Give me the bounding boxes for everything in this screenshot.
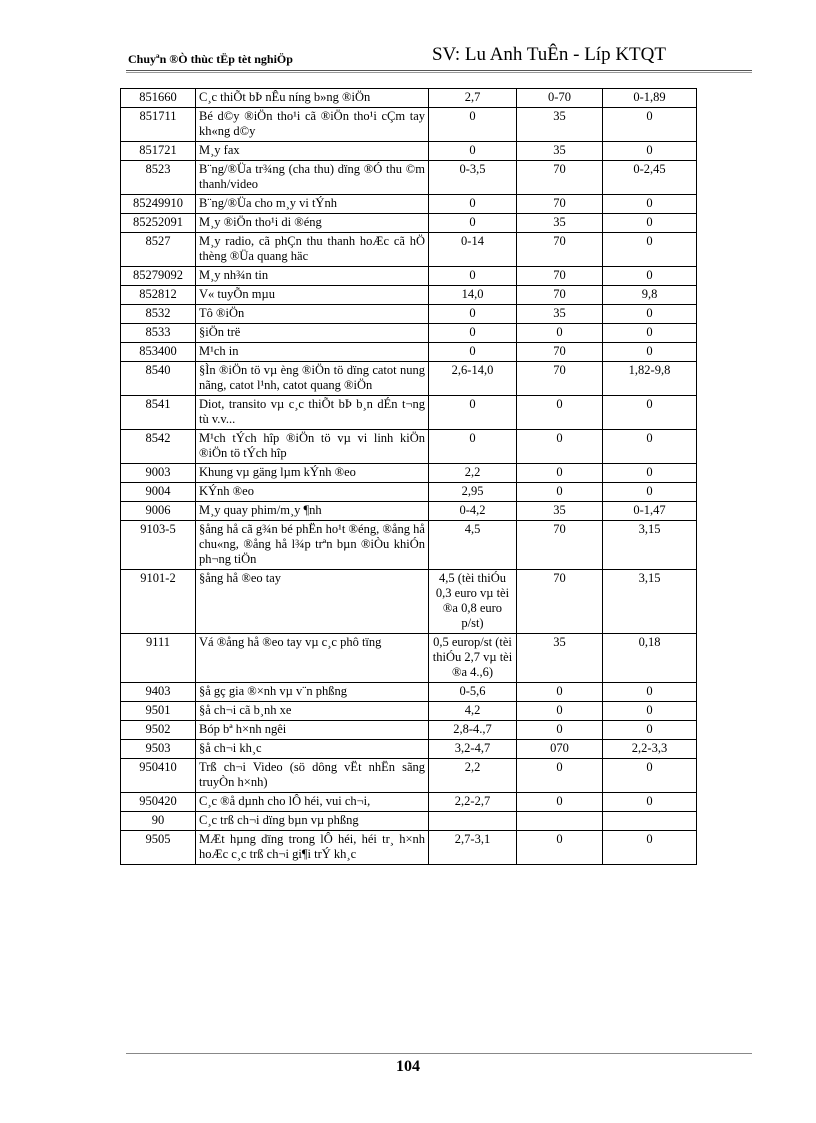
reduction-rate-cell: 0 <box>517 430 603 464</box>
product-description-cell: C¸c thiÕt bÞ nÊu níng b»ng ®iÖn <box>196 89 429 108</box>
hs-code-cell: 8527 <box>121 233 196 267</box>
product-description-cell: §å ch¬i cã b¸nh xe <box>196 702 429 721</box>
product-description-cell: Vá ®ång hå ®eo tay vµ c¸c phô tïng <box>196 634 429 683</box>
reduction-rate-cell: 70 <box>517 343 603 362</box>
reduction-rate-cell: 35 <box>517 502 603 521</box>
table-row <box>121 142 697 161</box>
page-number: 104 <box>396 1058 420 1075</box>
hs-code-cell: 9006 <box>121 502 196 521</box>
table-row <box>121 521 697 570</box>
tariff-rate-cell: 2,8-4.,7 <box>429 721 517 740</box>
product-description-cell: M¸y quay phim/m¸y ¶nh <box>196 502 429 521</box>
preferential-rate-cell: 0 <box>603 759 697 793</box>
table-row <box>121 570 697 634</box>
tariff-rate-cell: 4,5 (tèi thiÓu 0,3 euro vµ tèi ®a 0,8 euro p/st) <box>429 570 517 634</box>
table-row <box>121 108 697 142</box>
preferential-rate-cell: 0,18 <box>603 634 697 683</box>
preferential-rate-cell: 1,82-9,8 <box>603 362 697 396</box>
preferential-rate-cell: 2,2-3,3 <box>603 740 697 759</box>
table-row <box>121 305 697 324</box>
hs-code-cell: 85279092 <box>121 267 196 286</box>
preferential-rate-cell: 9,8 <box>603 286 697 305</box>
table-row <box>121 362 697 396</box>
tariff-rate-cell <box>429 812 517 831</box>
tariff-rate-cell: 0 <box>429 305 517 324</box>
preferential-rate-cell: 0 <box>603 793 697 812</box>
header-document-title: Chuyªn ®Ò thùc tËp tèt nghiÖp <box>128 52 293 66</box>
reduction-rate-cell: 0 <box>517 721 603 740</box>
hs-code-cell: 851660 <box>121 89 196 108</box>
reduction-rate-cell: 0 <box>517 396 603 430</box>
table-row <box>121 483 697 502</box>
table-row <box>121 759 697 793</box>
preferential-rate-cell: 0-1,89 <box>603 89 697 108</box>
preferential-rate-cell: 0 <box>603 343 697 362</box>
tariff-rate-cell: 2,2 <box>429 759 517 793</box>
hs-code-cell: 9101-2 <box>121 570 196 634</box>
preferential-rate-cell: 0-1,47 <box>603 502 697 521</box>
table-row <box>121 721 697 740</box>
reduction-rate-cell: 70 <box>517 521 603 570</box>
preferential-rate-cell: 0 <box>603 142 697 161</box>
tariff-rate-cell: 2,7-3,1 <box>429 831 517 865</box>
tariff-rate-cell: 4,5 <box>429 521 517 570</box>
table-row <box>121 831 697 865</box>
table-row <box>121 195 697 214</box>
preferential-rate-cell: 0 <box>603 464 697 483</box>
table-row <box>121 683 697 702</box>
hs-code-cell: 9505 <box>121 831 196 865</box>
tariff-rate-cell: 2,6-14,0 <box>429 362 517 396</box>
tariff-rate-cell: 0 <box>429 430 517 464</box>
hs-code-cell: 9004 <box>121 483 196 502</box>
hs-code-cell: 85249910 <box>121 195 196 214</box>
tariff-rate-cell: 0 <box>429 142 517 161</box>
hs-code-cell: 9502 <box>121 721 196 740</box>
table-row <box>121 396 697 430</box>
table-row <box>121 740 697 759</box>
hs-code-cell: 8542 <box>121 430 196 464</box>
reduction-rate-cell: 70 <box>517 195 603 214</box>
hs-code-cell: 851721 <box>121 142 196 161</box>
header-divider <box>126 70 752 71</box>
preferential-rate-cell: 0 <box>603 267 697 286</box>
preferential-rate-cell <box>603 812 697 831</box>
preferential-rate-cell: 3,15 <box>603 570 697 634</box>
preferential-rate-cell: 0 <box>603 396 697 430</box>
table-row <box>121 286 697 305</box>
reduction-rate-cell: 0 <box>517 759 603 793</box>
preferential-rate-cell: 0 <box>603 324 697 343</box>
preferential-rate-cell: 0 <box>603 831 697 865</box>
hs-code-cell: 851711 <box>121 108 196 142</box>
footer-divider <box>126 1053 752 1054</box>
hs-code-cell: 8532 <box>121 305 196 324</box>
hs-code-cell: 9103-5 <box>121 521 196 570</box>
preferential-rate-cell: 0 <box>603 305 697 324</box>
table-row <box>121 793 697 812</box>
tariff-rate-cell: 2,2 <box>429 464 517 483</box>
product-description-cell: §å gç gia ®×nh vµ v¨n phßng <box>196 683 429 702</box>
product-description-cell: B¨ng/®Üa cho m¸y vi tÝnh <box>196 195 429 214</box>
product-description-cell: C¸c trß ch¬i dïng bµn vµ phßng <box>196 812 429 831</box>
tariff-table <box>120 88 697 865</box>
reduction-rate-cell: 70 <box>517 286 603 305</box>
product-description-cell: §Ìn ®iÖn tö vµ èng ®iÖn tö dïng catot nung nãng, catot l¹nh, catot quang ®iÖn <box>196 362 429 396</box>
product-description-cell: Khung vµ gäng lµm kÝnh ®eo <box>196 464 429 483</box>
product-description-cell: Bé d©y ®iÖn tho¹i cã ®iÖn tho¹i cÇm tay kh«ng d©y <box>196 108 429 142</box>
product-description-cell: M¸y fax <box>196 142 429 161</box>
reduction-rate-cell: 0 <box>517 324 603 343</box>
tariff-rate-cell: 2,7 <box>429 89 517 108</box>
tariff-rate-cell: 0,5 europ/st (tèi thiÓu 2,7 vµ tèi ®a 4.,6) <box>429 634 517 683</box>
hs-code-cell: 90 <box>121 812 196 831</box>
hs-code-cell: 852812 <box>121 286 196 305</box>
reduction-rate-cell: 70 <box>517 267 603 286</box>
tariff-rate-cell: 0 <box>429 108 517 142</box>
tariff-rate-cell: 0 <box>429 343 517 362</box>
preferential-rate-cell: 0 <box>603 233 697 267</box>
reduction-rate-cell: 35 <box>517 305 603 324</box>
preferential-rate-cell: 0 <box>603 683 697 702</box>
reduction-rate-cell: 35 <box>517 142 603 161</box>
tariff-rate-cell: 0-4,2 <box>429 502 517 521</box>
product-description-cell: V« tuyÕn mµu <box>196 286 429 305</box>
product-description-cell: Trß ch¬i Video (sö dông vËt nhËn sãng truyÒn h×nh) <box>196 759 429 793</box>
table-row <box>121 343 697 362</box>
preferential-rate-cell: 0 <box>603 214 697 233</box>
reduction-rate-cell: 0 <box>517 683 603 702</box>
hs-code-cell: 950420 <box>121 793 196 812</box>
hs-code-cell: 8541 <box>121 396 196 430</box>
hs-code-cell: 8540 <box>121 362 196 396</box>
hs-code-cell: 9501 <box>121 702 196 721</box>
preferential-rate-cell: 0 <box>603 483 697 502</box>
product-description-cell: C¸c ®å dµnh cho lÔ héi, vui ch¬i, <box>196 793 429 812</box>
hs-code-cell: 853400 <box>121 343 196 362</box>
product-description-cell: §ång hå ®eo tay <box>196 570 429 634</box>
reduction-rate-cell: 0 <box>517 702 603 721</box>
preferential-rate-cell: 0 <box>603 721 697 740</box>
preferential-rate-cell: 0 <box>603 430 697 464</box>
product-description-cell: M¸y nh¾n tin <box>196 267 429 286</box>
tariff-rate-cell: 4,2 <box>429 702 517 721</box>
product-description-cell: M¹ch in <box>196 343 429 362</box>
tariff-rate-cell: 0 <box>429 195 517 214</box>
table-row <box>121 89 697 108</box>
product-description-cell: M¸y ®iÖn tho¹i di ®éng <box>196 214 429 233</box>
preferential-rate-cell: 0-2,45 <box>603 161 697 195</box>
preferential-rate-cell: 0 <box>603 195 697 214</box>
product-description-cell: §å ch¬i kh¸c <box>196 740 429 759</box>
preferential-rate-cell: 0 <box>603 108 697 142</box>
product-description-cell: Tô ®iÖn <box>196 305 429 324</box>
page-header <box>126 44 752 70</box>
table-row <box>121 702 697 721</box>
header-author-class: SV: Lu Anh TuÊn - Líp KTQT <box>431 44 666 65</box>
product-description-cell: §iÖn trë <box>196 324 429 343</box>
reduction-rate-cell: 0 <box>517 793 603 812</box>
tariff-rate-cell: 3,2-4,7 <box>429 740 517 759</box>
reduction-rate-cell <box>517 812 603 831</box>
hs-code-cell: 9403 <box>121 683 196 702</box>
table-row <box>121 634 697 683</box>
table-row <box>121 233 697 267</box>
product-description-cell: §ång hå cã g¾n bé phËn ho¹t ®éng, ®ång hå chu«ng, ®ång hå l¾p trªn bµn ®iÒu khiÓn ph¬ng tiÖn <box>196 521 429 570</box>
product-description-cell: Bóp bª h×nh ngêi <box>196 721 429 740</box>
tariff-rate-cell: 0-3,5 <box>429 161 517 195</box>
preferential-rate-cell: 3,15 <box>603 521 697 570</box>
reduction-rate-cell: 70 <box>517 233 603 267</box>
table-row <box>121 812 697 831</box>
reduction-rate-cell: 0 <box>517 464 603 483</box>
table-row <box>121 464 697 483</box>
product-description-cell: M¸y radio, cã phÇn thu thanh hoÆc cã hÖ thèng ®Üa quang häc <box>196 233 429 267</box>
reduction-rate-cell: 70 <box>517 362 603 396</box>
hs-code-cell: 950410 <box>121 759 196 793</box>
reduction-rate-cell: 35 <box>517 108 603 142</box>
tariff-table-body <box>121 89 697 865</box>
table-row <box>121 267 697 286</box>
hs-code-cell: 9503 <box>121 740 196 759</box>
tariff-rate-cell: 0 <box>429 324 517 343</box>
tariff-rate-cell: 0 <box>429 214 517 233</box>
tariff-rate-cell: 0-14 <box>429 233 517 267</box>
reduction-rate-cell: 35 <box>517 634 603 683</box>
reduction-rate-cell: 0 <box>517 483 603 502</box>
product-description-cell: KÝnh ®eo <box>196 483 429 502</box>
table-row <box>121 161 697 195</box>
table-row <box>121 502 697 521</box>
reduction-rate-cell: 70 <box>517 570 603 634</box>
hs-code-cell: 8523 <box>121 161 196 195</box>
product-description-cell: Diot, transito vµ c¸c thiÕt bÞ b¸n dÉn t¬ng tù v.v... <box>196 396 429 430</box>
reduction-rate-cell: 0-70 <box>517 89 603 108</box>
tariff-rate-cell: 2,2-2,7 <box>429 793 517 812</box>
table-row <box>121 324 697 343</box>
hs-code-cell: 9003 <box>121 464 196 483</box>
header-divider-secondary <box>126 72 752 73</box>
product-description-cell: MÆt hµng dïng trong lÔ héi, héi tr¸ h×nh hoÆc c¸c trß ch¬i gi¶i trÝ kh¸c <box>196 831 429 865</box>
table-row <box>121 214 697 233</box>
hs-code-cell: 8533 <box>121 324 196 343</box>
reduction-rate-cell: 35 <box>517 214 603 233</box>
tariff-rate-cell: 2,95 <box>429 483 517 502</box>
product-description-cell: B¨ng/®Üa tr¾ng (cha thu) dïng ®Ó thu ©m thanh/video <box>196 161 429 195</box>
tariff-rate-cell: 0 <box>429 267 517 286</box>
reduction-rate-cell: 070 <box>517 740 603 759</box>
tariff-rate-cell: 0-5,6 <box>429 683 517 702</box>
tariff-rate-cell: 0 <box>429 396 517 430</box>
reduction-rate-cell: 70 <box>517 161 603 195</box>
tariff-rate-cell: 14,0 <box>429 286 517 305</box>
hs-code-cell: 9111 <box>121 634 196 683</box>
reduction-rate-cell: 0 <box>517 831 603 865</box>
hs-code-cell: 85252091 <box>121 214 196 233</box>
preferential-rate-cell: 0 <box>603 702 697 721</box>
product-description-cell: M¹ch tÝch hîp ®iÖn tö vµ vi linh kiÖn ®iÖn tö tÝch hîp <box>196 430 429 464</box>
table-row <box>121 430 697 464</box>
